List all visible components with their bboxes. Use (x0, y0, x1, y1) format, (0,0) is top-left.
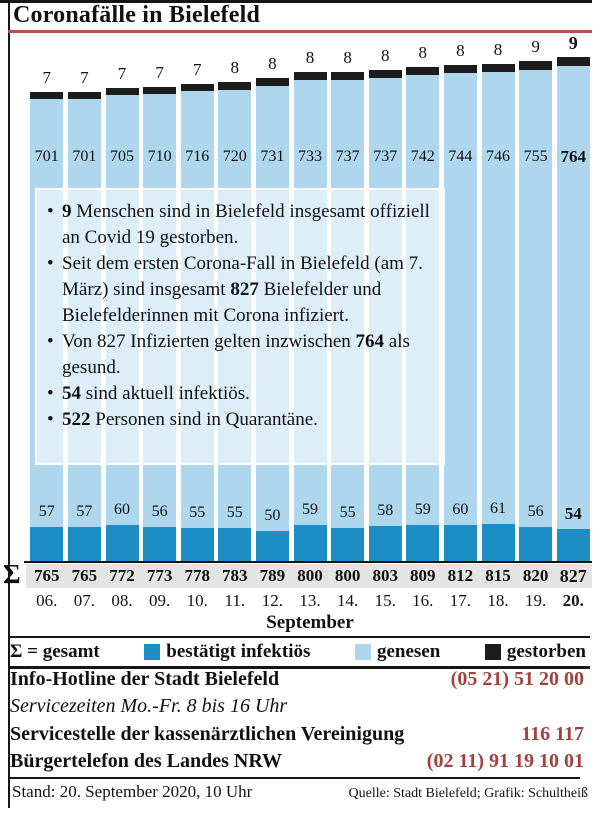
total-value-label: 812 (447, 566, 474, 585)
hotline-row-nrw (10, 748, 584, 775)
bullet-dot-icon: • (47, 201, 54, 222)
bar-infectious-segment (331, 528, 364, 562)
deceased-value-label: 7 (117, 64, 127, 83)
deceased-value-label: 8 (305, 48, 315, 67)
bullet-text: 9 Menschen sind in Bielefeld insgesamt offiziell an Covid 19 gestorben. (62, 201, 430, 248)
infectious-value-label: 58 (377, 502, 394, 519)
recovered-swatch-icon (355, 644, 371, 660)
bar-infectious-segment (557, 529, 590, 562)
hotline-label: Info-Hotline der Stadt Bielefeld (10, 668, 280, 690)
infectious-value-label: 57 (38, 503, 55, 520)
deceased-value-label: 8 (493, 40, 503, 59)
date-label: 08. (111, 591, 133, 610)
total-value-label: 783 (222, 566, 248, 585)
infectious-value-label: 56 (527, 503, 544, 520)
bar-deceased-segment (30, 92, 63, 99)
deceased-value-label: 7 (155, 63, 164, 82)
infectious-value-label: 59 (414, 501, 431, 518)
recovered-value-label: 710 (147, 148, 172, 165)
infectious-value-label: 56 (151, 503, 168, 520)
recovered-value-label: 716 (185, 148, 210, 165)
total-value-label: 827 (559, 566, 587, 586)
legend-item-label: bestätigt infektiös (166, 641, 311, 662)
legend-item-label: gestorben (506, 641, 586, 662)
total-value-label: 815 (485, 566, 511, 585)
bar-infectious-segment (181, 528, 214, 562)
deceased-value-label: 8 (343, 48, 352, 67)
recovered-value-label: 755 (523, 148, 548, 165)
bullet-text: Seit dem ersten Corona-Fall in Bielefeld (am 7. März) sind insgesamt 827 Bielefelder und Bielefelderinnen mit Corona infiziert. (62, 253, 423, 326)
stacked-bar (519, 61, 552, 562)
info-box (35, 188, 445, 465)
bar-infectious-segment (294, 525, 327, 562)
total-value-label: 800 (297, 566, 323, 585)
infectious-value-label: 55 (226, 504, 243, 521)
bullet-text: 522 Personen sind in Quarantäne. (62, 409, 318, 430)
date-label: 06. (36, 591, 58, 610)
total-value-label: 803 (372, 566, 398, 585)
deceased-value-label: 9 (568, 33, 578, 53)
infectious-value-label: 57 (76, 503, 93, 520)
hotline-label: Servicestelle der kassenärztlichen Vereinigung (10, 723, 405, 745)
date-label: 12. (261, 591, 284, 610)
deceased-value-label: 7 (80, 68, 89, 87)
footer-divider (8, 777, 580, 779)
status-date: Stand: 20. September 2020, 10 Uhr (12, 782, 253, 801)
date-label: 17. (449, 591, 472, 610)
recovered-value-label: 701 (34, 148, 59, 165)
infectious-value-label: 60 (452, 501, 469, 518)
legend-sigma: Σ = gesamt (10, 641, 100, 662)
hotline-row-kv (10, 721, 584, 748)
recovered-value-label: 701 (72, 148, 97, 165)
bar-deceased-segment (68, 92, 101, 99)
bar-recovered-segment (444, 73, 477, 525)
bar-infectious-segment (406, 525, 439, 562)
infectious-value-label: 60 (113, 501, 130, 518)
bar-deceased-segment (218, 82, 251, 90)
date-label: 10. (186, 591, 208, 610)
info-bullet (47, 407, 437, 433)
source-credit: Quelle: Stadt Bielefeld; Grafik: Schultheiß (348, 786, 588, 801)
recovered-value-label: 737 (335, 148, 360, 165)
bar-infectious-segment (444, 525, 477, 562)
deceased-value-label: 8 (380, 46, 390, 65)
recovered-value-label: 731 (260, 148, 285, 165)
total-value-label: 765 (34, 566, 60, 585)
bar-infectious-segment (519, 527, 552, 562)
bar-recovered-segment (557, 66, 590, 529)
bar-deceased-segment (143, 87, 176, 94)
date-label: 18. (487, 591, 509, 610)
bullet-dot-icon: • (47, 409, 54, 430)
date-label: 19. (524, 591, 547, 610)
total-value-label: 789 (259, 566, 286, 585)
hotline-phone: 116 117 (521, 723, 584, 745)
bar-infectious-segment (482, 524, 515, 562)
bar-deceased-segment (557, 57, 590, 66)
legend-item-label: genesen (376, 641, 441, 662)
recovered-value-label: 720 (222, 148, 247, 165)
hotline-phone: (02 11) 91 19 10 01 (426, 750, 584, 772)
deceased-value-label: 7 (192, 60, 202, 79)
total-value-label: 800 (334, 566, 361, 585)
bullet-dot-icon: • (47, 383, 54, 404)
bar-infectious-segment (369, 526, 402, 562)
recovered-value-label: 744 (448, 148, 473, 165)
deceased-swatch-icon (485, 644, 501, 660)
bar-infectious-segment (68, 527, 101, 562)
recovered-value-label: 742 (410, 148, 435, 165)
bar-deceased-segment (256, 78, 289, 86)
footer (12, 782, 588, 802)
date-label: 15. (374, 591, 396, 610)
infectious-swatch-icon (144, 644, 160, 660)
service-times-label: Servicezeiten Mo.-Fr. 8 bis 16 Uhr (10, 695, 288, 717)
hotline-row-servicetimes (10, 693, 584, 720)
stacked-bar (482, 64, 515, 562)
deceased-value-label: 8 (418, 43, 428, 62)
date-label: 11. (224, 591, 246, 610)
hotline-label: Bürgertelefon des Landes NRW (10, 750, 283, 772)
legend-item-recovered (355, 641, 440, 663)
deceased-value-label: 8 (230, 58, 240, 77)
recovered-value-label: 764 (560, 147, 586, 166)
deceased-value-label: 8 (456, 41, 465, 60)
date-label: 20. (562, 591, 584, 610)
page-title: Coronafälle in Bielefeld (13, 2, 261, 28)
bar-deceased-segment (294, 72, 327, 80)
total-value-label: 773 (146, 566, 173, 585)
bar-recovered-segment (519, 70, 552, 527)
info-bullet (47, 251, 437, 329)
stacked-bar (444, 65, 477, 562)
sigma-symbol: Σ (3, 559, 21, 589)
bar-infectious-segment (256, 531, 289, 562)
hotline-phone: (05 21) 51 20 00 (450, 668, 584, 690)
infectious-value-label: 55 (339, 504, 356, 521)
bar-deceased-segment (106, 88, 139, 95)
bullet-text: 54 sind aktuell infektiös. (62, 383, 250, 404)
info-bullet (47, 199, 437, 251)
date-label: 14. (336, 591, 359, 610)
bar-infectious-segment (218, 528, 251, 562)
bar-recovered-segment (482, 72, 515, 524)
date-label: 07. (73, 591, 96, 610)
hotline-row-city (10, 666, 584, 693)
bullet-dot-icon: • (47, 331, 54, 352)
chart-legend (8, 636, 590, 669)
recovered-value-label: 737 (373, 148, 398, 165)
bullet-text: Von 827 Infizierten gelten inzwischen 764 als gesund. (62, 331, 410, 378)
bar-infectious-segment (143, 527, 176, 562)
deceased-value-label: 8 (268, 54, 277, 73)
legend-item-infectious (144, 641, 310, 663)
month-label: September (266, 612, 354, 633)
total-value-label: 820 (522, 566, 549, 585)
infectious-value-label: 59 (301, 501, 318, 518)
recovered-value-label: 746 (485, 148, 510, 165)
deceased-value-label: 9 (531, 37, 540, 56)
date-label: 16. (412, 591, 434, 610)
total-value-label: 765 (71, 566, 98, 585)
infectious-value-label: 61 (489, 500, 506, 517)
infectious-value-label: 55 (189, 504, 206, 521)
date-label: 09. (148, 591, 171, 610)
bar-infectious-segment (30, 527, 63, 562)
bar-deceased-segment (444, 65, 477, 73)
total-value-label: 809 (410, 566, 436, 585)
total-value-label: 772 (109, 566, 135, 585)
bar-deceased-segment (181, 84, 214, 91)
legend-item-deceased (485, 641, 586, 663)
x-axis-line (24, 561, 592, 563)
recovered-value-label: 705 (109, 148, 134, 165)
bar-deceased-segment (406, 67, 439, 75)
info-bullet (47, 381, 437, 407)
recovered-value-label: 733 (297, 148, 322, 165)
stacked-bar (557, 57, 590, 562)
infectious-value-label: 54 (564, 504, 582, 523)
infectious-value-label: 50 (264, 507, 281, 524)
bar-deceased-segment (519, 61, 552, 70)
bullet-dot-icon: • (47, 253, 54, 274)
bar-deceased-segment (369, 70, 402, 78)
total-value-label: 778 (184, 566, 210, 585)
bar-deceased-segment (482, 64, 515, 72)
date-label: 13. (299, 591, 321, 610)
info-bullet (47, 329, 437, 381)
bar-deceased-segment (331, 72, 364, 80)
bar-infectious-segment (106, 525, 139, 562)
deceased-value-label: 7 (42, 68, 52, 87)
